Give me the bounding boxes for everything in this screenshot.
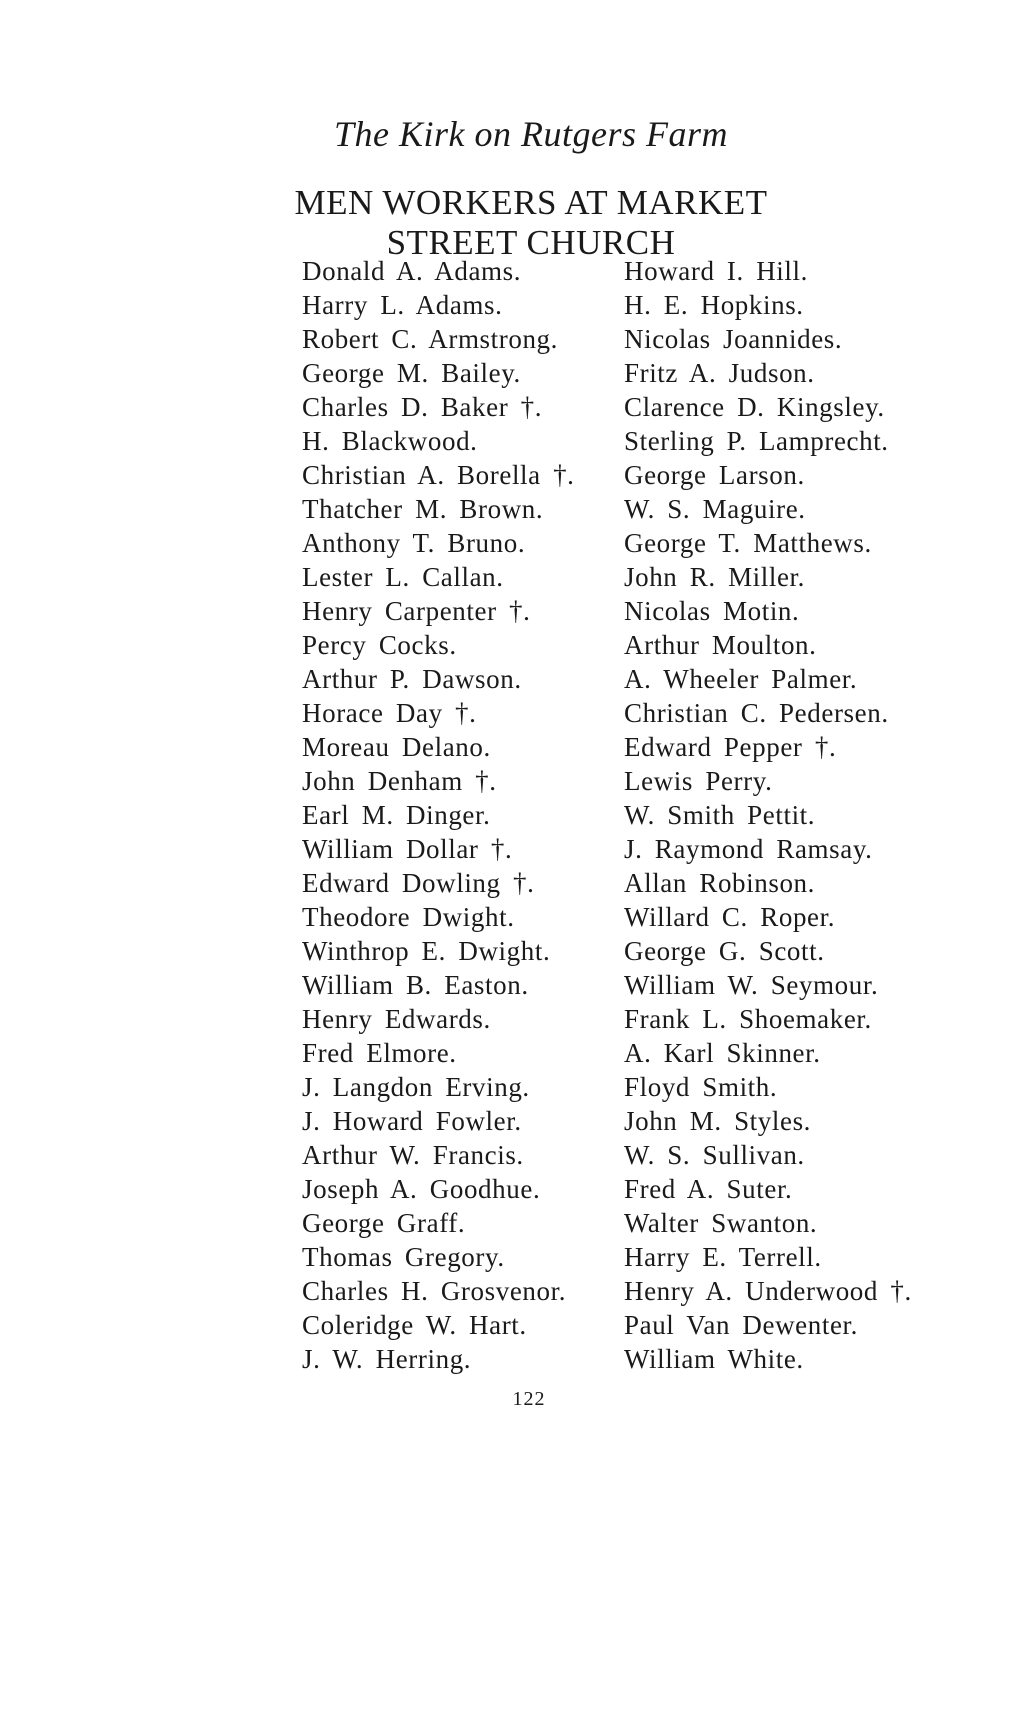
list-item: Robert C. Armstrong. — [302, 324, 558, 354]
list-item: Nicolas Motin. — [624, 596, 800, 626]
title-line-2: STREET CHURCH — [386, 223, 676, 262]
list-item: Sterling P. Lamprecht. — [624, 426, 889, 456]
list-item: Fritz A. Judson. — [624, 358, 815, 388]
list-item: Charles D. Baker †. — [302, 392, 543, 422]
list-item: Coleridge W. Hart. — [302, 1310, 527, 1340]
list-item: Henry Edwards. — [302, 1004, 491, 1034]
list-item: Moreau Delano. — [302, 732, 491, 762]
list-item: Donald A. Adams. — [302, 256, 522, 286]
list-item: Theodore Dwight. — [302, 902, 515, 932]
running-head — [0, 112, 1022, 156]
list-item: William B. Easton. — [302, 970, 529, 1000]
list-item: George Graff. — [302, 1208, 466, 1238]
page-number — [0, 1387, 1022, 1411]
list-item: Nicolas Joannides. — [624, 324, 843, 354]
list-item: Harry E. Terrell. — [624, 1242, 822, 1272]
list-item: W. S. Sullivan. — [624, 1140, 805, 1170]
list-item: Arthur Moulton. — [624, 630, 817, 660]
list-item: Christian A. Borella †. — [302, 460, 575, 490]
list-item: J. W. Herring. — [302, 1344, 472, 1374]
list-item: Lewis Perry. — [624, 766, 773, 796]
list-item: Arthur P. Dawson. — [302, 664, 522, 694]
list-item: A. Karl Skinner. — [624, 1038, 821, 1068]
list-item: Christian C. Pedersen. — [624, 698, 889, 728]
list-item: W. S. Maguire. — [624, 494, 806, 524]
list-item: A. Wheeler Palmer. — [624, 664, 858, 694]
list-item: George G. Scott. — [624, 936, 825, 966]
list-item: George M. Bailey. — [302, 358, 521, 388]
list-item: Horace Day †. — [302, 698, 477, 728]
list-item: Clarence D. Kingsley. — [624, 392, 885, 422]
list-item: Harry L. Adams. — [302, 290, 503, 320]
list-item: John M. Styles. — [624, 1106, 812, 1136]
list-item: H. Blackwood. — [302, 426, 478, 456]
list-item: Henry A. Underwood †. — [624, 1276, 912, 1306]
list-item: H. E. Hopkins. — [624, 290, 804, 320]
list-item: J. Langdon Erving. — [302, 1072, 530, 1102]
list-item: Henry Carpenter †. — [302, 596, 531, 626]
list-item: Walter Swanton. — [624, 1208, 818, 1238]
list-item: John R. Miller. — [624, 562, 806, 592]
list-item: William White. — [624, 1344, 804, 1374]
list-item: Lester L. Callan. — [302, 562, 504, 592]
list-item: Edward Dowling †. — [302, 868, 535, 898]
list-item: Edward Pepper †. — [624, 732, 837, 762]
list-item: William W. Seymour. — [624, 970, 879, 1000]
list-item: Percy Cocks. — [302, 630, 457, 660]
list-item: W. Smith Pettit. — [624, 800, 816, 830]
list-item: Allan Robinson. — [624, 868, 816, 898]
left-column — [302, 254, 575, 1376]
list-item: J. Howard Fowler. — [302, 1106, 522, 1136]
page-number-text: 122 — [512, 1388, 546, 1410]
list-item: George Larson. — [624, 460, 805, 490]
list-item: Fred Elmore. — [302, 1038, 457, 1068]
list-item: Thatcher M. Brown. — [302, 494, 544, 524]
list-item: Winthrop E. Dwight. — [302, 936, 551, 966]
list-item: Willard C. Roper. — [624, 902, 836, 932]
page-title — [0, 183, 1022, 263]
list-item: Charles H. Grosvenor. — [302, 1276, 567, 1306]
list-item: Fred A. Suter. — [624, 1174, 793, 1204]
list-item: Paul Van Dewenter. — [624, 1310, 859, 1340]
list-item: Howard I. Hill. — [624, 256, 808, 286]
list-item: Earl M. Dinger. — [302, 800, 491, 830]
list-item: Floyd Smith. — [624, 1072, 778, 1102]
list-item: Frank L. Shoemaker. — [624, 1004, 872, 1034]
list-item: J. Raymond Ramsay. — [624, 834, 873, 864]
list-item: Arthur W. Francis. — [302, 1140, 524, 1170]
right-column — [624, 254, 912, 1376]
running-head-text: The Kirk on Rutgers Farm — [334, 114, 728, 154]
list-item: Joseph A. Goodhue. — [302, 1174, 541, 1204]
list-item: Anthony T. Bruno. — [302, 528, 526, 558]
list-item: John Denham †. — [302, 766, 497, 796]
title-line-1: MEN WORKERS AT MARKET — [294, 183, 768, 222]
list-item: George T. Matthews. — [624, 528, 872, 558]
list-item: Thomas Gregory. — [302, 1242, 505, 1272]
list-item: William Dollar †. — [302, 834, 513, 864]
